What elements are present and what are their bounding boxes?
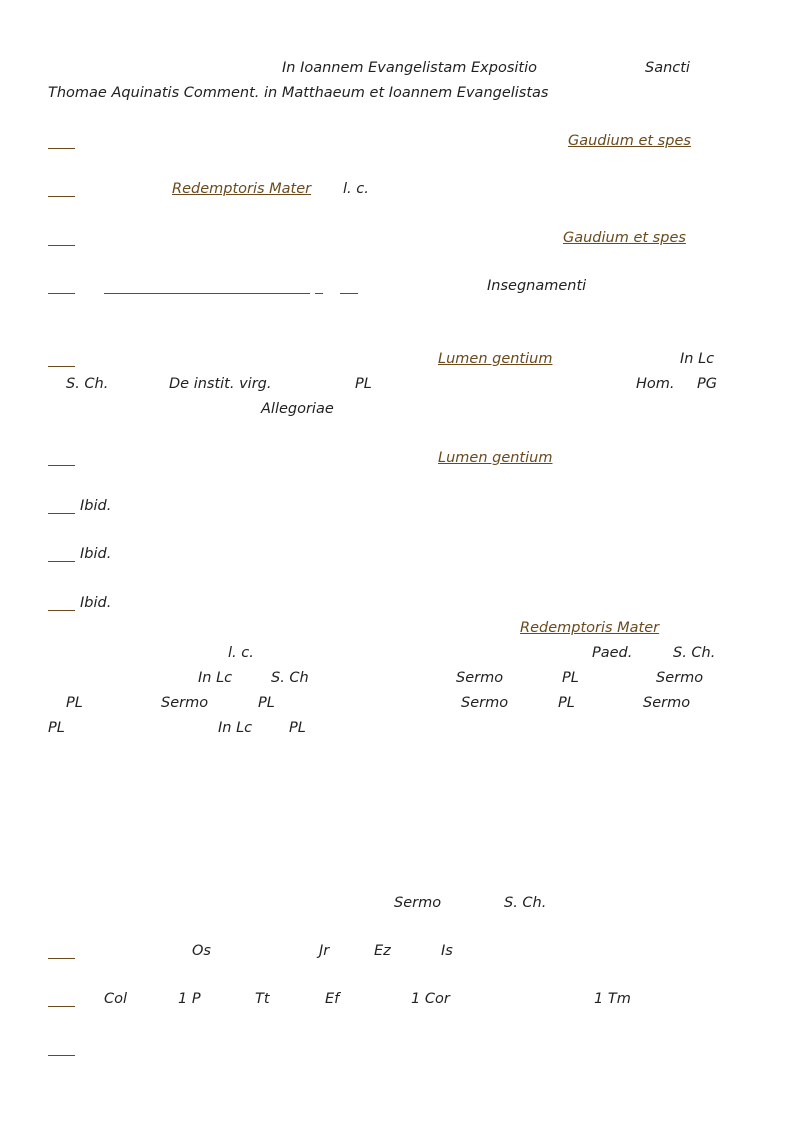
scripture-ef: Ef [325, 991, 340, 1007]
footnote-marker[interactable] [48, 293, 75, 294]
footnote-marker[interactable] [48, 465, 75, 466]
ref-pl: PL [289, 720, 306, 736]
ref-pl: PL [355, 376, 372, 392]
ref-pg: PG [697, 376, 717, 392]
footnote-marker[interactable] [48, 196, 75, 197]
commentary-title: Thomae Aquinatis Comment. in Matthaeum et Ioannem Evangelistas [48, 85, 549, 101]
ref-sch: S. Ch. [66, 376, 109, 392]
scripture-1tm: 1 Tm [594, 991, 631, 1007]
gaudium-et-spes-link[interactable]: Gaudium et spes [568, 133, 691, 149]
author-prefix: Sancti [645, 60, 690, 76]
ref-de-instit: De instit. virg. [169, 376, 272, 392]
link-underline[interactable] [104, 293, 310, 294]
footnote-marker[interactable] [48, 148, 75, 149]
work-title: In Ioannem Evangelistam Expositio [282, 60, 537, 76]
redemptoris-mater-link[interactable]: Redemptoris Mater [520, 620, 660, 636]
footnote-marker[interactable] [48, 245, 75, 246]
ref-in-lc: In Lc [218, 720, 253, 736]
footnote-marker[interactable] [48, 1006, 75, 1007]
footnote-marker[interactable] [48, 513, 75, 514]
footnote-marker[interactable] [48, 958, 75, 959]
gaudium-et-spes-link[interactable]: Gaudium et spes [563, 230, 686, 246]
ref-ibid: Ibid. [80, 498, 112, 514]
ref-ibid: Ibid. [80, 595, 112, 611]
scripture-is: Is [441, 943, 453, 959]
ref-pl: PL [558, 695, 575, 711]
ref-sermo: Sermo [394, 895, 442, 911]
link-underline[interactable] [340, 293, 358, 294]
ref-sch: S. Ch. [504, 895, 547, 911]
ref-pl: PL [562, 670, 579, 686]
ref-paed: Paed. [592, 645, 633, 661]
insegnamenti-ref: Insegnamenti [487, 278, 587, 294]
scripture-jr: Jr [319, 943, 330, 959]
lumen-gentium-link[interactable]: Lumen gentium [438, 450, 553, 466]
ref-sermo: Sermo [643, 695, 691, 711]
ref-sermo: Sermo [161, 695, 209, 711]
ref-pl: PL [66, 695, 83, 711]
ref-sermo: Sermo [456, 670, 504, 686]
footnote-marker[interactable] [48, 1055, 75, 1056]
ref-allegoriae: Allegoriae [261, 401, 334, 417]
loc-cit: l. c. [343, 181, 369, 197]
footnote-marker[interactable] [48, 610, 75, 611]
scripture-col: Col [104, 991, 128, 1007]
lumen-gentium-link[interactable]: Lumen gentium [438, 351, 553, 367]
ref-sch: S. Ch. [673, 645, 716, 661]
redemptoris-mater-link[interactable]: Redemptoris Mater [172, 181, 312, 197]
ref-sch: S. Ch [271, 670, 309, 686]
scripture-1p: 1 P [178, 991, 201, 1007]
ref-pl: PL [48, 720, 65, 736]
link-underline[interactable] [315, 293, 323, 294]
footnote-marker[interactable] [48, 366, 75, 367]
ref-sermo: Sermo [656, 670, 704, 686]
ref-pl: PL [258, 695, 275, 711]
ref-ibid: Ibid. [80, 546, 112, 562]
scripture-ez: Ez [374, 943, 391, 959]
ref-in-lc: In Lc [198, 670, 233, 686]
loc-cit: l. c. [228, 645, 254, 661]
scripture-tt: Tt [255, 991, 270, 1007]
ref-in-lc: In Lc [680, 351, 715, 367]
scripture-1cor: 1 Cor [411, 991, 450, 1007]
ref-sermo: Sermo [461, 695, 509, 711]
scripture-os: Os [192, 943, 211, 959]
footnote-marker[interactable] [48, 561, 75, 562]
ref-hom: Hom. [636, 376, 675, 392]
